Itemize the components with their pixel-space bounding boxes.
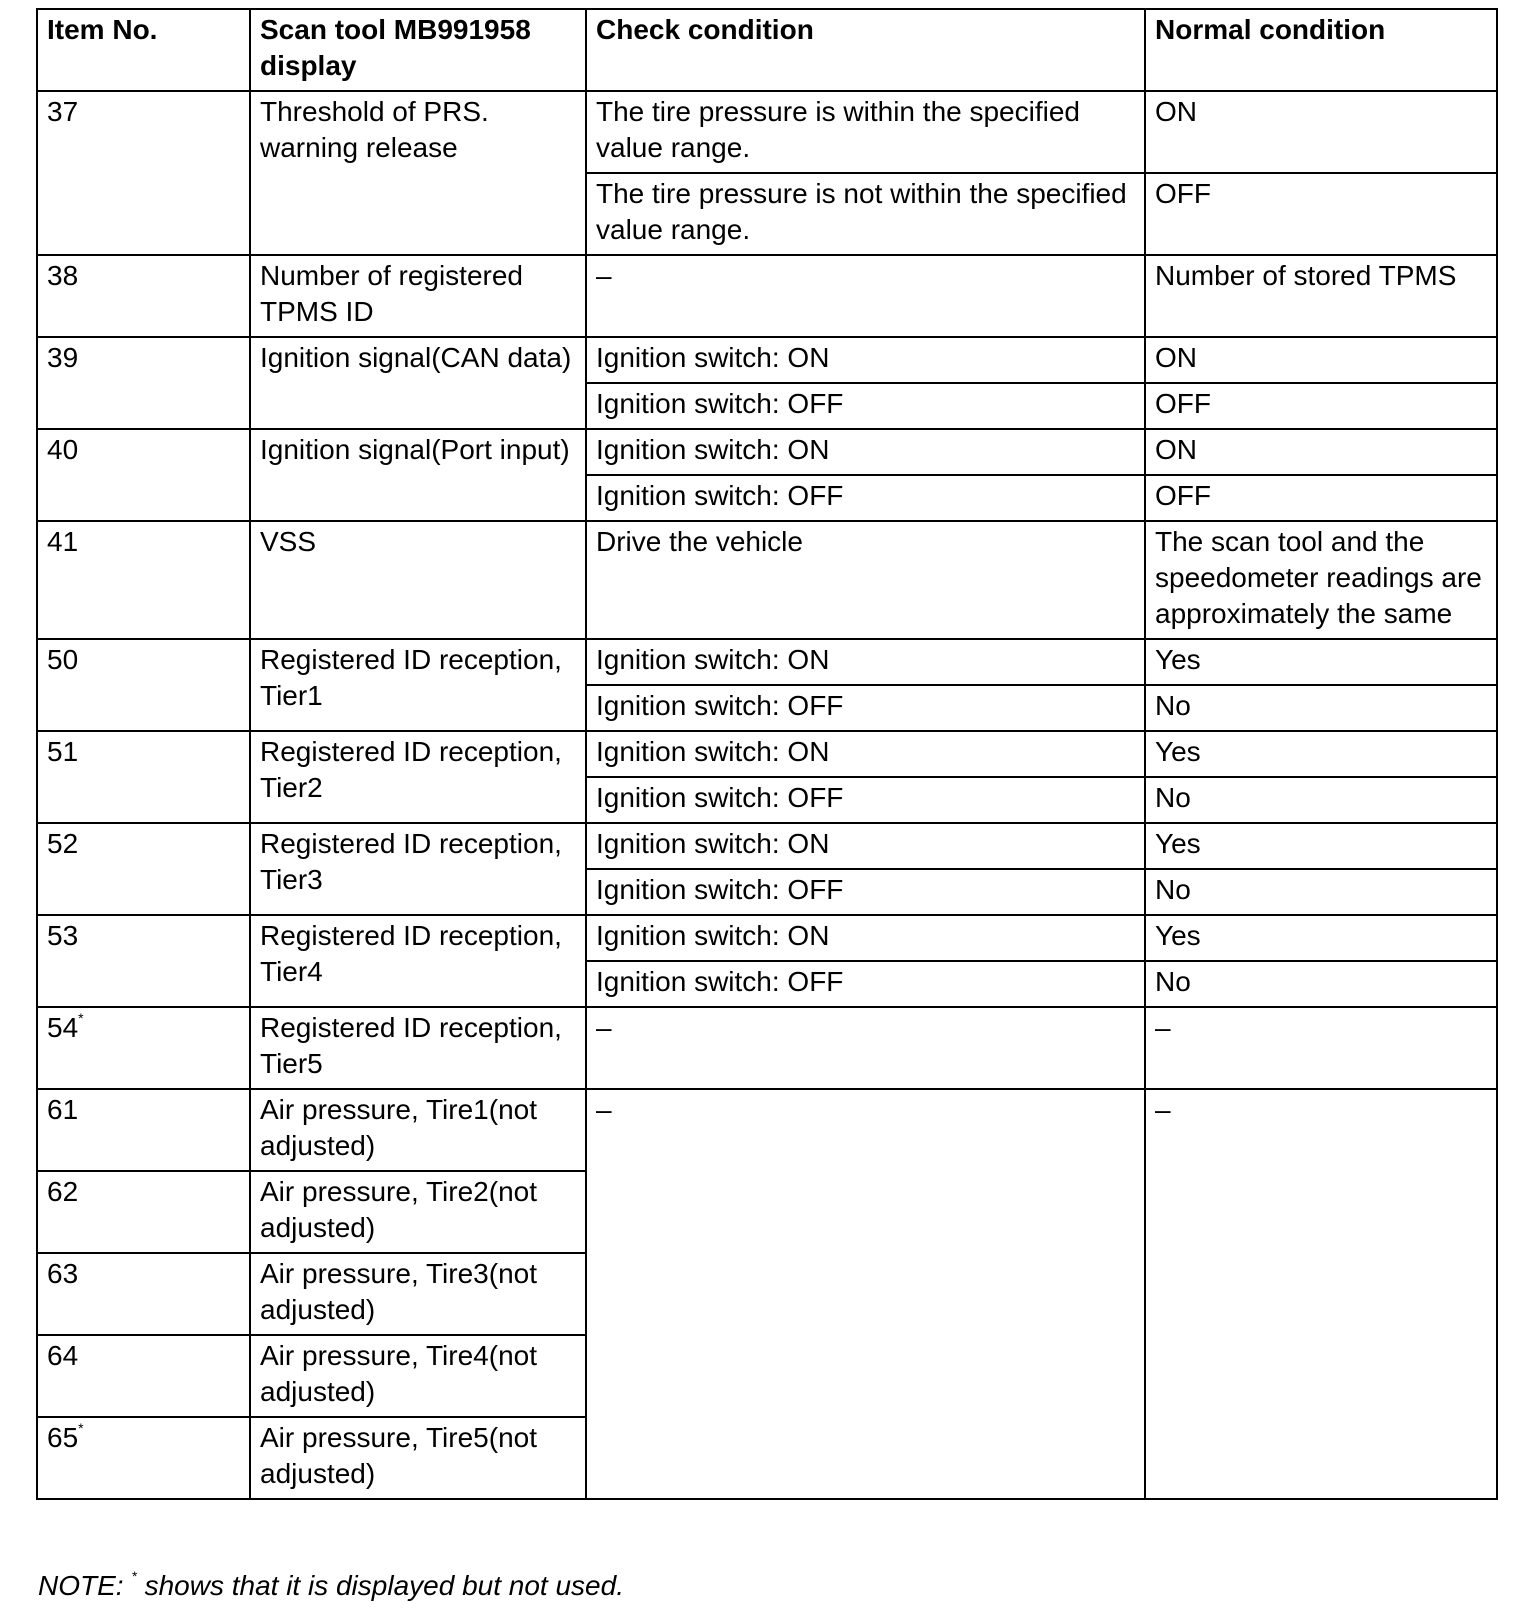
display-name: Air pressure, Tire4(not adjusted)	[250, 1335, 586, 1417]
check-condition: Ignition switch: OFF	[586, 869, 1145, 915]
normal-condition: Yes	[1145, 915, 1497, 961]
display-name: Air pressure, Tire1(not adjusted)	[250, 1089, 586, 1171]
note-asterisk: *	[131, 1567, 137, 1584]
check-condition: The tire pressure is within the specified value range.	[586, 91, 1145, 173]
check-condition: Ignition switch: OFF	[586, 961, 1145, 1007]
table-row	[37, 639, 1497, 685]
normal-condition: Number of stored TPMS	[1145, 255, 1497, 337]
display-name: Registered ID reception, Tier2	[250, 731, 586, 823]
header-item-no: Item No.	[37, 9, 250, 91]
check-condition: –	[586, 1089, 1145, 1499]
normal-condition: ON	[1145, 91, 1497, 173]
normal-condition: No	[1145, 869, 1497, 915]
table-row	[37, 823, 1497, 869]
normal-condition: Yes	[1145, 639, 1497, 685]
asterisk-mark: *	[78, 1009, 84, 1026]
normal-condition: No	[1145, 777, 1497, 823]
table-row	[37, 337, 1497, 383]
table-row	[37, 915, 1497, 961]
display-name: Registered ID reception, Tier5	[250, 1007, 586, 1089]
item-number: 53	[37, 915, 250, 1007]
item-number: 41	[37, 521, 250, 639]
scan-tool-data-table	[36, 8, 1498, 1500]
display-name: Registered ID reception, Tier4	[250, 915, 586, 1007]
display-name: Registered ID reception, Tier3	[250, 823, 586, 915]
display-name: Air pressure, Tire3(not adjusted)	[250, 1253, 586, 1335]
check-condition: Ignition switch: ON	[586, 429, 1145, 475]
item-number: 62	[37, 1171, 250, 1253]
table-row	[37, 429, 1497, 475]
display-name: Air pressure, Tire5(not adjusted)	[250, 1417, 586, 1499]
table-row	[37, 255, 1497, 337]
check-condition: Ignition switch: ON	[586, 731, 1145, 777]
table-row	[37, 1007, 1497, 1089]
table-row	[37, 521, 1497, 639]
item-number	[37, 1417, 250, 1499]
table-header-row	[37, 9, 1497, 91]
display-name: Threshold of PRS. warning release	[250, 91, 586, 255]
item-number: 51	[37, 731, 250, 823]
normal-condition: The scan tool and the speedometer readings are approximately the same	[1145, 521, 1497, 639]
display-name: Ignition signal(Port input)	[250, 429, 586, 521]
check-condition: The tire pressure is not within the specified value range.	[586, 173, 1145, 255]
display-name: VSS	[250, 521, 586, 639]
item-number	[37, 1007, 250, 1089]
table-row	[37, 731, 1497, 777]
normal-condition: No	[1145, 685, 1497, 731]
normal-condition: OFF	[1145, 475, 1497, 521]
normal-condition: –	[1145, 1089, 1497, 1499]
item-number: 52	[37, 823, 250, 915]
asterisk-mark: *	[78, 1419, 84, 1436]
footnote	[38, 1568, 624, 1604]
item-number-text: 54	[47, 1012, 79, 1043]
item-number: 63	[37, 1253, 250, 1335]
display-name: Registered ID reception, Tier1	[250, 639, 586, 731]
display-name: Number of registered TPMS ID	[250, 255, 586, 337]
table-row	[37, 1089, 1497, 1171]
normal-condition: No	[1145, 961, 1497, 1007]
header-check-condition: Check condition	[586, 9, 1145, 91]
item-number: 40	[37, 429, 250, 521]
check-condition: Ignition switch: ON	[586, 337, 1145, 383]
item-number: 38	[37, 255, 250, 337]
normal-condition: –	[1145, 1007, 1497, 1089]
check-condition: Ignition switch: OFF	[586, 383, 1145, 429]
header-display: Scan tool MB991958 display	[250, 9, 586, 91]
normal-condition: OFF	[1145, 173, 1497, 255]
check-condition: Ignition switch: ON	[586, 915, 1145, 961]
check-condition: Ignition switch: OFF	[586, 777, 1145, 823]
normal-condition: Yes	[1145, 731, 1497, 777]
normal-condition: OFF	[1145, 383, 1497, 429]
display-name: Ignition signal(CAN data)	[250, 337, 586, 429]
normal-condition: ON	[1145, 337, 1497, 383]
item-number-text: 65	[47, 1422, 79, 1453]
display-name: Air pressure, Tire2(not adjusted)	[250, 1171, 586, 1253]
item-number: 64	[37, 1335, 250, 1417]
check-condition: –	[586, 1007, 1145, 1089]
check-condition: –	[586, 255, 1145, 337]
check-condition: Ignition switch: OFF	[586, 685, 1145, 731]
check-condition: Ignition switch: ON	[586, 823, 1145, 869]
normal-condition: ON	[1145, 429, 1497, 475]
header-normal-condition: Normal condition	[1145, 9, 1497, 91]
check-condition: Drive the vehicle	[586, 521, 1145, 639]
note-text: shows that it is displayed but not used.	[136, 1570, 624, 1601]
table-row	[37, 91, 1497, 173]
normal-condition: Yes	[1145, 823, 1497, 869]
check-condition: Ignition switch: ON	[586, 639, 1145, 685]
item-number: 39	[37, 337, 250, 429]
item-number: 50	[37, 639, 250, 731]
item-number: 61	[37, 1089, 250, 1171]
check-condition: Ignition switch: OFF	[586, 475, 1145, 521]
item-number: 37	[37, 91, 250, 255]
note-prefix: NOTE:	[38, 1570, 132, 1601]
